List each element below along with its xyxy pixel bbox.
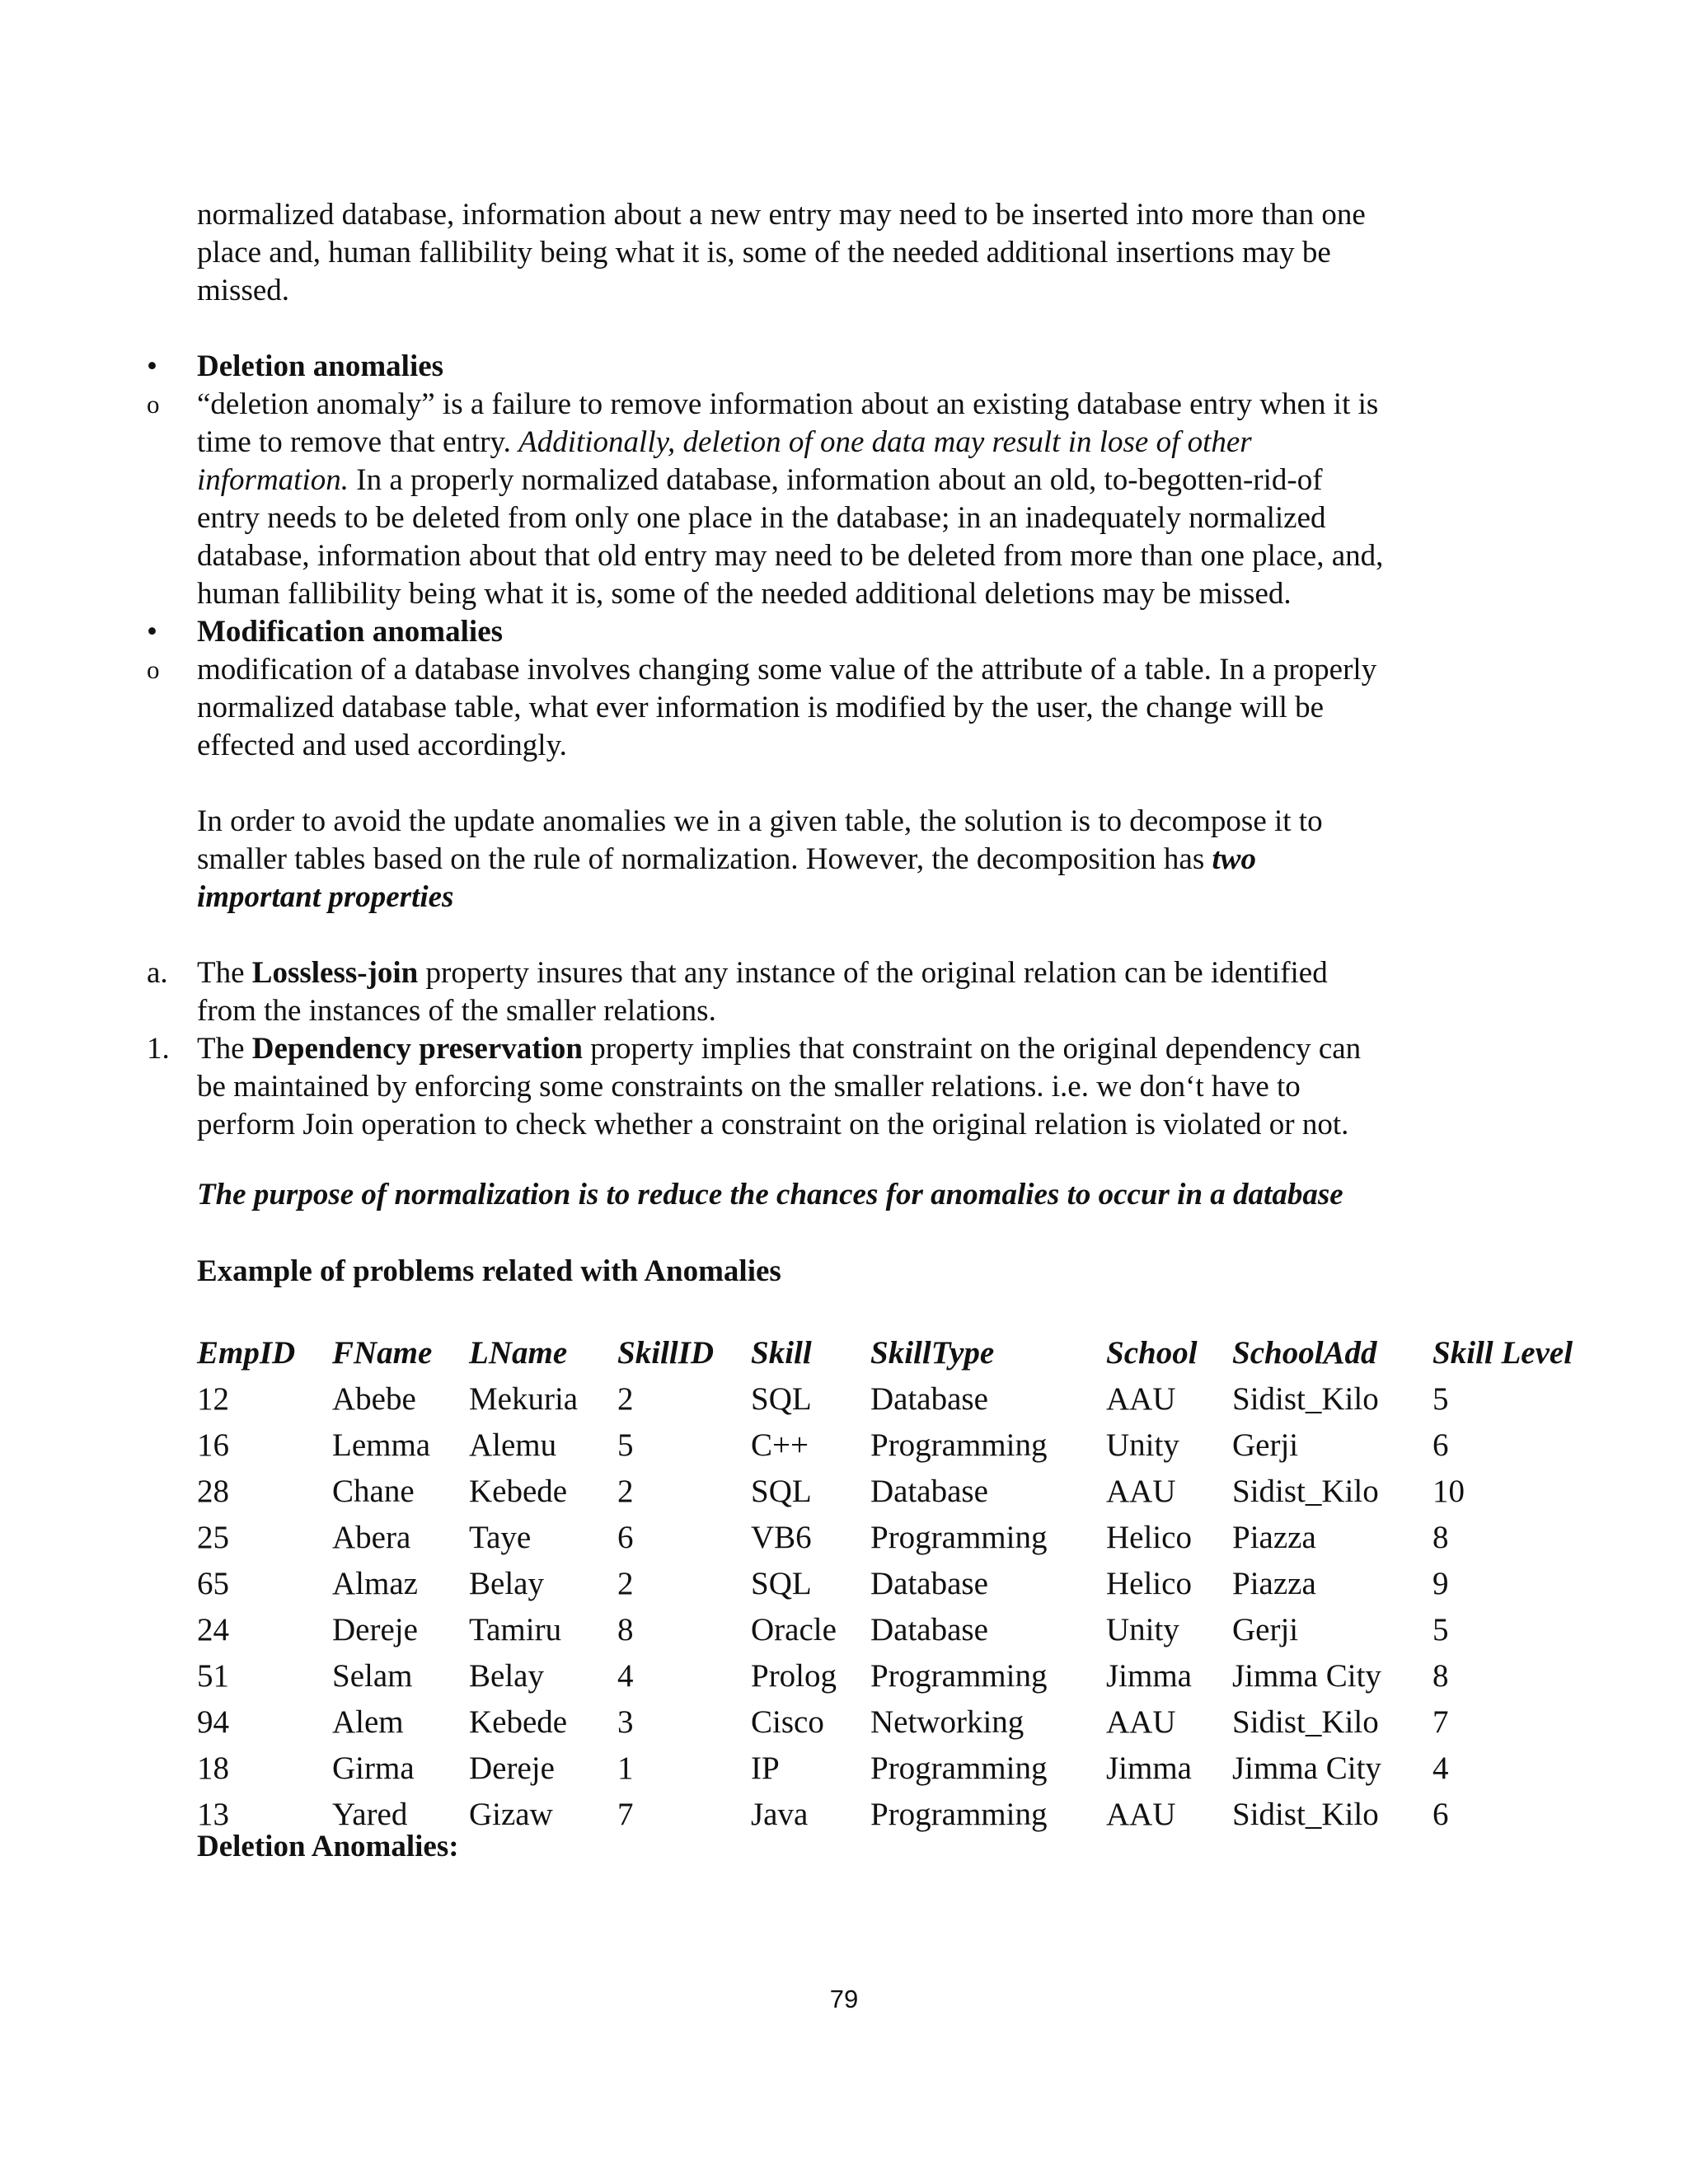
- table-cell: 12: [197, 1381, 229, 1417]
- deletion-line: “deletion anomaly” is a failure to remove information about an existing database entry when it is: [197, 387, 1379, 421]
- table-cell: 18: [197, 1750, 229, 1786]
- table-cell: Gerji: [1232, 1612, 1299, 1647]
- deletion-text: time to remove that entry.: [197, 425, 519, 459]
- table-cell: AAU: [1106, 1474, 1176, 1509]
- table-cell: 6: [1432, 1797, 1449, 1832]
- table-cell: Belay: [469, 1566, 544, 1601]
- table-cell: 6: [617, 1520, 634, 1555]
- purpose-statement: [197, 1176, 1483, 1214]
- table-cell: Database: [870, 1566, 988, 1601]
- bullet-marker: •: [147, 615, 157, 649]
- table-cell: 16: [197, 1427, 229, 1463]
- sub-bullet-marker: o: [147, 390, 160, 419]
- table-cell: Java: [751, 1797, 809, 1832]
- sub-bullet-marker: o: [147, 655, 160, 684]
- property-prefix: The: [197, 1032, 252, 1066]
- table-cell: Database: [870, 1612, 988, 1647]
- table-cell: Tamiru: [469, 1612, 562, 1647]
- solution-paragraph: [197, 803, 1483, 916]
- deletion-anomalies-text: Deletion Anomalies:: [197, 1830, 459, 1863]
- table-cell: Unity: [1106, 1427, 1179, 1463]
- modification-line: effected and used accordingly.: [197, 729, 567, 762]
- table-cell: Sidist_Kilo: [1232, 1381, 1379, 1417]
- table-cell: 24: [197, 1612, 229, 1647]
- intro-line: missed.: [197, 274, 290, 307]
- table-cell: 1: [617, 1750, 634, 1786]
- property-line: from the instances of the smaller relations.: [197, 994, 716, 1028]
- deletion-line: [197, 424, 1483, 462]
- table-cell: Gizaw: [469, 1797, 553, 1832]
- deletion-line: database, information about that old entry may need to be deleted from more than one place, and,: [197, 539, 1384, 573]
- table-cell: Sidist_Kilo: [1232, 1474, 1379, 1509]
- deletion-paragraph: [197, 386, 1483, 613]
- column-header: SchoolAdd: [1232, 1335, 1377, 1371]
- table-cell: C++: [751, 1427, 809, 1463]
- table-cell: SQL: [751, 1474, 812, 1509]
- table-cell: 2: [617, 1474, 634, 1509]
- table-cell: Taye: [469, 1520, 532, 1555]
- table-cell: Kebede: [469, 1474, 568, 1509]
- table-cell: Networking: [870, 1704, 1025, 1740]
- table-row: [197, 1561, 1581, 1607]
- table-cell: 9: [1432, 1566, 1449, 1601]
- table-cell: Abera: [332, 1520, 411, 1555]
- solution-emphasis: two: [1212, 842, 1256, 876]
- solution-line: important properties: [197, 880, 454, 914]
- table-cell: Alemu: [469, 1427, 557, 1463]
- deletion-line: entry needs to be deleted from only one place in the database; in an inadequately normalized: [197, 501, 1326, 535]
- table-cell: VB6: [751, 1520, 812, 1555]
- property-line: perform Join operation to check whether a constraint on the original relation is violated or not.: [197, 1108, 1349, 1141]
- column-header: LName: [469, 1335, 568, 1371]
- intro-line: place and, human fallibility being what it is, some of the needed additional insertions may be: [197, 236, 1331, 269]
- table-cell: 51: [197, 1658, 229, 1694]
- table-cell: 5: [1432, 1612, 1449, 1647]
- example-heading: [197, 1253, 1483, 1291]
- table-cell: Gerji: [1232, 1427, 1299, 1463]
- modification-heading: [197, 613, 1483, 651]
- property-line: [197, 954, 1483, 992]
- list-marker: a.: [147, 956, 168, 990]
- table-row: [197, 1607, 1581, 1653]
- table-cell: 7: [1432, 1704, 1449, 1740]
- intro-line: normalized database, information about a new entry may need to be inserted into more than one: [197, 198, 1366, 232]
- table-cell: Cisco: [751, 1704, 824, 1740]
- modification-paragraph: [197, 651, 1483, 765]
- table-cell: Selam: [332, 1658, 413, 1694]
- deletion-heading: [197, 348, 1483, 386]
- table-cell: 94: [197, 1704, 229, 1740]
- employee-skill-table: [197, 1330, 1581, 1838]
- property-lossless-join: [197, 954, 1483, 1030]
- table-cell: Alem: [332, 1704, 404, 1740]
- table-cell: 13: [197, 1797, 229, 1832]
- table-row: [197, 1653, 1581, 1699]
- table-cell: 2: [617, 1566, 634, 1601]
- table-cell: 7: [617, 1797, 634, 1832]
- property-term: Lossless-join: [251, 956, 419, 990]
- table-cell: Girma: [332, 1750, 415, 1786]
- table-cell: Jimma: [1106, 1658, 1192, 1694]
- table-cell: Dereje: [469, 1750, 555, 1786]
- table-cell: 5: [617, 1427, 634, 1463]
- table-cell: Programming: [870, 1658, 1048, 1694]
- table-cell: 65: [197, 1566, 229, 1601]
- table-row: [197, 1469, 1581, 1515]
- table-cell: Almaz: [332, 1566, 418, 1601]
- property-description: property insures that any instance of the original relation can be identified: [418, 956, 1328, 990]
- table-cell: 2: [617, 1381, 634, 1417]
- deletion-line: human fallibility being what it is, some of the needed additional deletions may be missed.: [197, 577, 1292, 611]
- column-header: School: [1106, 1335, 1198, 1371]
- column-header: SkillID: [617, 1335, 715, 1371]
- table-cell: Lemma: [332, 1427, 431, 1463]
- table-row: [197, 1515, 1581, 1561]
- table-cell: 6: [1432, 1427, 1449, 1463]
- table-cell: Dereje: [332, 1612, 418, 1647]
- table-cell: Mekuria: [469, 1381, 579, 1417]
- property-description: property implies that constraint on the original dependency can: [582, 1032, 1362, 1066]
- table-cell: 8: [1432, 1520, 1449, 1555]
- property-line: be maintained by enforcing some constraints on the smaller relations. i.e. we don‘t have to: [197, 1070, 1301, 1104]
- solution-line: In order to avoid the update anomalies we in a given table, the solution is to decompose it to: [197, 804, 1323, 838]
- table-row: [197, 1699, 1581, 1746]
- table-cell: 10: [1432, 1474, 1465, 1509]
- table-row: [197, 1746, 1581, 1792]
- table-cell: AAU: [1106, 1381, 1176, 1417]
- property-dependency-preservation: [197, 1030, 1483, 1144]
- table-cell: Kebede: [469, 1704, 568, 1740]
- example-heading-text: Example of problems related with Anomalies: [197, 1254, 781, 1288]
- intro-paragraph: [197, 196, 1483, 310]
- column-header: Skill: [751, 1335, 812, 1371]
- table-cell: Piazza: [1232, 1520, 1316, 1555]
- modification-line: normalized database table, what ever information is modified by the user, the change will be: [197, 691, 1325, 724]
- table-cell: Helico: [1106, 1520, 1192, 1555]
- bullet-marker: •: [147, 349, 157, 383]
- table-cell: Programming: [870, 1797, 1048, 1832]
- table-row: [197, 1422, 1581, 1469]
- property-line: [197, 1030, 1483, 1068]
- table-header-row: [197, 1330, 1581, 1376]
- property-prefix: The: [197, 956, 252, 990]
- table-cell: IP: [751, 1750, 780, 1786]
- page-number: 79: [829, 1985, 859, 2013]
- column-header: EmpID: [197, 1335, 296, 1371]
- table-cell: 5: [1432, 1381, 1449, 1417]
- table-cell: Programming: [870, 1427, 1048, 1463]
- table-cell: Programming: [870, 1520, 1048, 1555]
- table-cell: Programming: [870, 1750, 1048, 1786]
- table-cell: Sidist_Kilo: [1232, 1797, 1379, 1832]
- solution-text: smaller tables based on the rule of normalization. However, the decomposition has: [197, 842, 1212, 876]
- table-cell: Sidist_Kilo: [1232, 1704, 1379, 1740]
- table-cell: 28: [197, 1474, 229, 1509]
- deletion-text: In a properly normalized database, information about an old, to-begotten-rid-of: [349, 463, 1323, 497]
- deletion-anomalies-label: [197, 1828, 1483, 1866]
- table-body: [197, 1376, 1581, 1838]
- table-cell: Belay: [469, 1658, 544, 1694]
- table-cell: Yared: [332, 1797, 408, 1832]
- property-term: Dependency preservation: [251, 1032, 583, 1066]
- table-cell: 8: [1432, 1658, 1449, 1694]
- table-cell: 25: [197, 1520, 229, 1555]
- table-cell: Jimma City: [1232, 1658, 1381, 1694]
- deletion-heading-text: Deletion anomalies: [197, 349, 444, 383]
- table-cell: AAU: [1106, 1797, 1176, 1832]
- table-cell: Piazza: [1232, 1566, 1316, 1601]
- table-cell: Jimma City: [1232, 1750, 1381, 1786]
- table-cell: SQL: [751, 1566, 812, 1601]
- modification-line: modification of a database involves changing some value of the attribute of a table. In a properly: [197, 653, 1377, 687]
- table-cell: Database: [870, 1381, 988, 1417]
- table-cell: Prolog: [751, 1658, 837, 1694]
- deletion-line: [197, 462, 1483, 499]
- table-cell: Unity: [1106, 1612, 1179, 1647]
- table-cell: 4: [617, 1658, 634, 1694]
- table-cell: 3: [617, 1704, 634, 1740]
- table-cell: SQL: [751, 1381, 812, 1417]
- column-header: SkillType: [870, 1335, 995, 1371]
- table-cell: Jimma: [1106, 1750, 1192, 1786]
- column-header: FName: [332, 1335, 433, 1371]
- table-cell: 4: [1432, 1750, 1449, 1786]
- purpose-text: The purpose of normalization is to reduce the chances for anomalies to occur in a database: [197, 1178, 1343, 1212]
- table-cell: 8: [617, 1612, 634, 1647]
- deletion-italic-text: information.: [197, 463, 349, 497]
- table-cell: AAU: [1106, 1704, 1176, 1740]
- modification-heading-text: Modification anomalies: [197, 615, 504, 649]
- solution-line: [197, 841, 1483, 879]
- deletion-italic-text: Additionally, deletion of one data may result in lose of other: [518, 425, 1252, 459]
- table-cell: Oracle: [751, 1612, 837, 1647]
- table-cell: Helico: [1106, 1566, 1192, 1601]
- table-cell: Abebe: [332, 1381, 416, 1417]
- list-marker: 1.: [147, 1032, 170, 1066]
- table-cell: Database: [870, 1474, 988, 1509]
- table-row: [197, 1376, 1581, 1422]
- column-header: Skill Level: [1432, 1335, 1573, 1371]
- table-cell: Chane: [332, 1474, 415, 1509]
